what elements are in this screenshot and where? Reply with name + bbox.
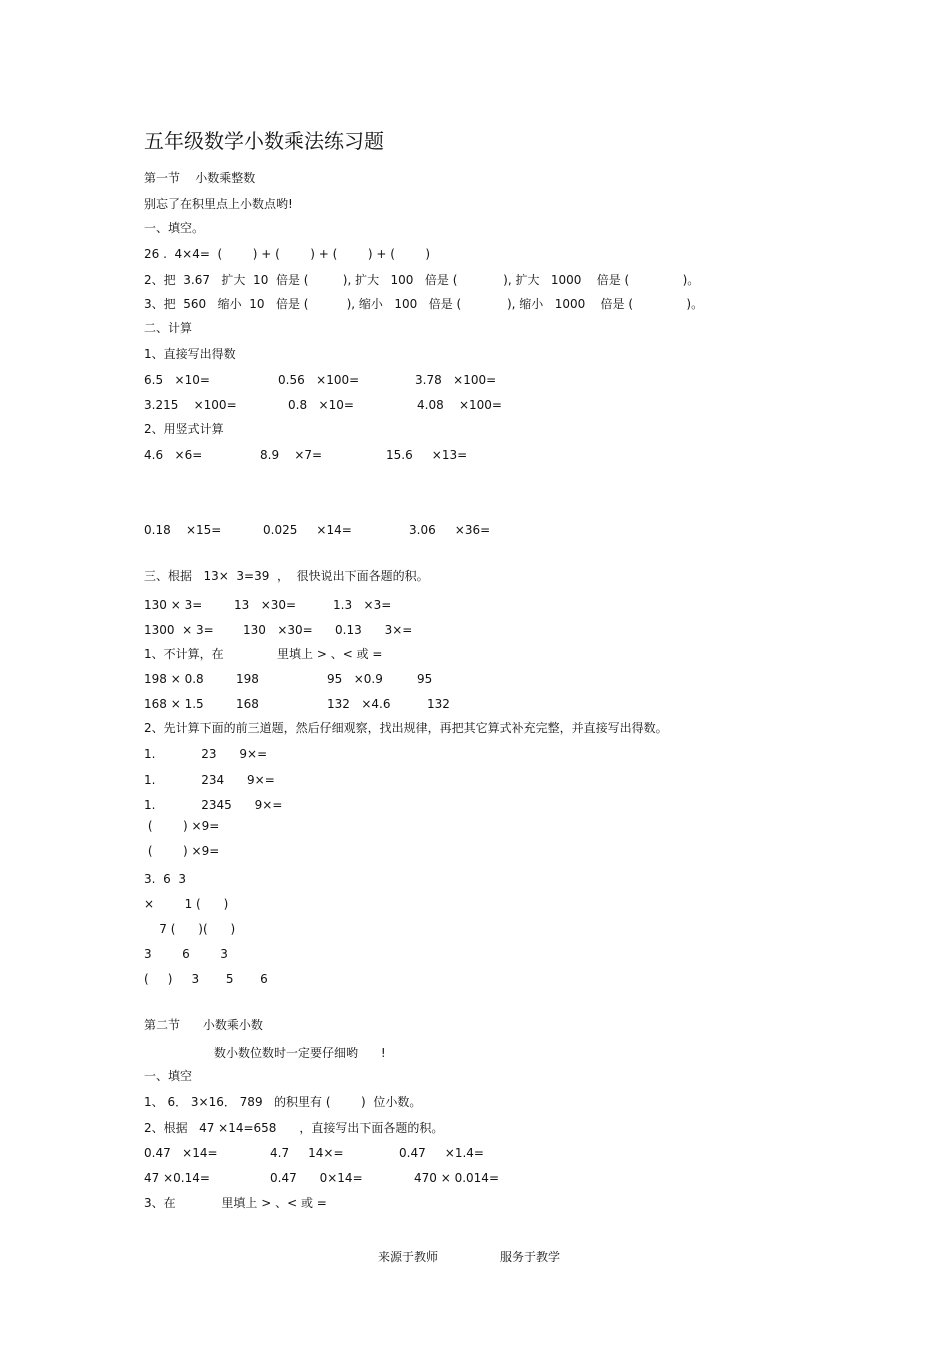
vertical-heading: 2、用竖式计算: [144, 422, 224, 436]
section2-product-cell: 47 ×0.14=: [144, 1171, 210, 1185]
compare-heading: 1、不计算，在 里填上 > 、< 或 =: [144, 647, 383, 661]
pattern-line: 1. 2345 9×=: [144, 798, 283, 812]
section2-item-2: 2、根据 47 ×14=658 ，直接写出下面各题的积。: [144, 1121, 444, 1135]
section2-tip: 数小数位数时一定要仔细哟 !: [214, 1046, 386, 1060]
section1-tip: 别忘了在积里点上小数点哟!: [144, 197, 293, 211]
direct-cell: 3.78 ×100=: [415, 373, 497, 387]
direct-cell: 6.5 ×10=: [144, 373, 210, 387]
direct-cell: 0.56 ×100=: [278, 373, 360, 387]
pattern-line: 3. 6 3: [144, 872, 186, 886]
compare-cell: 198 × 0.8: [144, 672, 204, 686]
direct-cell: 0.8 ×10=: [288, 398, 354, 412]
section2-product-cell: 0.47 0×14=: [270, 1171, 363, 1185]
product-cell: 1300 × 3=: [144, 623, 214, 637]
vertical-cell: 8.9 ×7=: [260, 448, 323, 462]
compare-cell: 95: [417, 672, 433, 686]
section2-product-cell: 470 × 0.014=: [414, 1171, 499, 1185]
section2-product-cell: 4.7 14×=: [270, 1146, 344, 1160]
calc-heading: 二、计算: [144, 321, 193, 335]
section2-item-3: 3、在 里填上 > 、< 或 =: [144, 1196, 327, 1210]
products-heading: 三、根据 13× 3=39 ， 很快说出下面各题的积。: [144, 569, 429, 583]
compare-cell: 132 ×4.6: [327, 697, 391, 711]
section2-product-cell: 0.47 ×1.4=: [399, 1146, 484, 1160]
pattern-line: ( ) ×9=: [144, 819, 220, 833]
product-cell: 1.3 ×3=: [333, 598, 392, 612]
pattern-line: × 1 ( ): [144, 897, 229, 911]
section1-heading: 第一节 小数乘整数: [144, 171, 256, 185]
pattern-line: 3 6 3: [144, 947, 228, 961]
fill-item-3: 3、把 560 缩小 10 倍是 ( ), 缩小 100 倍是 ( ), 缩小 1000 倍是 ( )。: [144, 297, 704, 311]
vertical-cell: 4.6 ×6=: [144, 448, 203, 462]
pattern-heading: 2、先计算下面的前三道题，然后仔细观察，找出规律，再把其它算式补充完整，并直接写出得数。: [144, 721, 668, 735]
section2-item-1: 1、 6． 3×16． 789 的积里有 ( ) 位小数。: [144, 1095, 422, 1109]
section2-heading: 第二节 小数乘小数: [144, 1018, 263, 1032]
fill-heading: 一、填空。: [144, 221, 205, 235]
footer-left: 来源于教师: [378, 1250, 439, 1264]
vertical-cell: 15.6 ×13=: [386, 448, 468, 462]
compare-cell: 95 ×0.9: [327, 672, 383, 686]
section2-product-cell: 0.47 ×14=: [144, 1146, 218, 1160]
compare-cell: 132: [427, 697, 450, 711]
product-cell: 130 ×30=: [243, 623, 313, 637]
footer-right: 服务于教学: [500, 1250, 561, 1264]
section2-fill-heading: 一、填空: [144, 1069, 193, 1083]
compare-cell: 168 × 1.5: [144, 697, 204, 711]
vertical-cell: 3.06 ×36=: [409, 523, 491, 537]
product-cell: 0.13 3×=: [335, 623, 413, 637]
page-title: 五年级数学小数乘法练习题: [144, 129, 384, 153]
pattern-line: 7 ( )( ): [144, 922, 236, 936]
direct-cell: 3.215 ×100=: [144, 398, 237, 412]
pattern-line: 1. 23 9×=: [144, 747, 268, 761]
pattern-line: ( ) 3 5 6: [144, 972, 268, 986]
product-cell: 130 × 3=: [144, 598, 203, 612]
product-cell: 13 ×30=: [234, 598, 297, 612]
compare-cell: 168: [236, 697, 259, 711]
fill-item-2: 2、把 3.67 扩大 10 倍是 ( ), 扩大 100 倍是 ( ), 扩大 1000 倍是 ( )。: [144, 273, 700, 287]
fill-item-1: 26 . 4×4= ( ) + ( ) + ( ) + ( ): [144, 247, 431, 261]
pattern-line: 1. 234 9×=: [144, 773, 275, 787]
vertical-cell: 0.025 ×14=: [263, 523, 352, 537]
pattern-line: ( ) ×9=: [144, 844, 220, 858]
direct-cell: 4.08 ×100=: [417, 398, 502, 412]
compare-cell: 198: [236, 672, 259, 686]
vertical-cell: 0.18 ×15=: [144, 523, 222, 537]
direct-heading: 1、直接写出得数: [144, 347, 236, 361]
